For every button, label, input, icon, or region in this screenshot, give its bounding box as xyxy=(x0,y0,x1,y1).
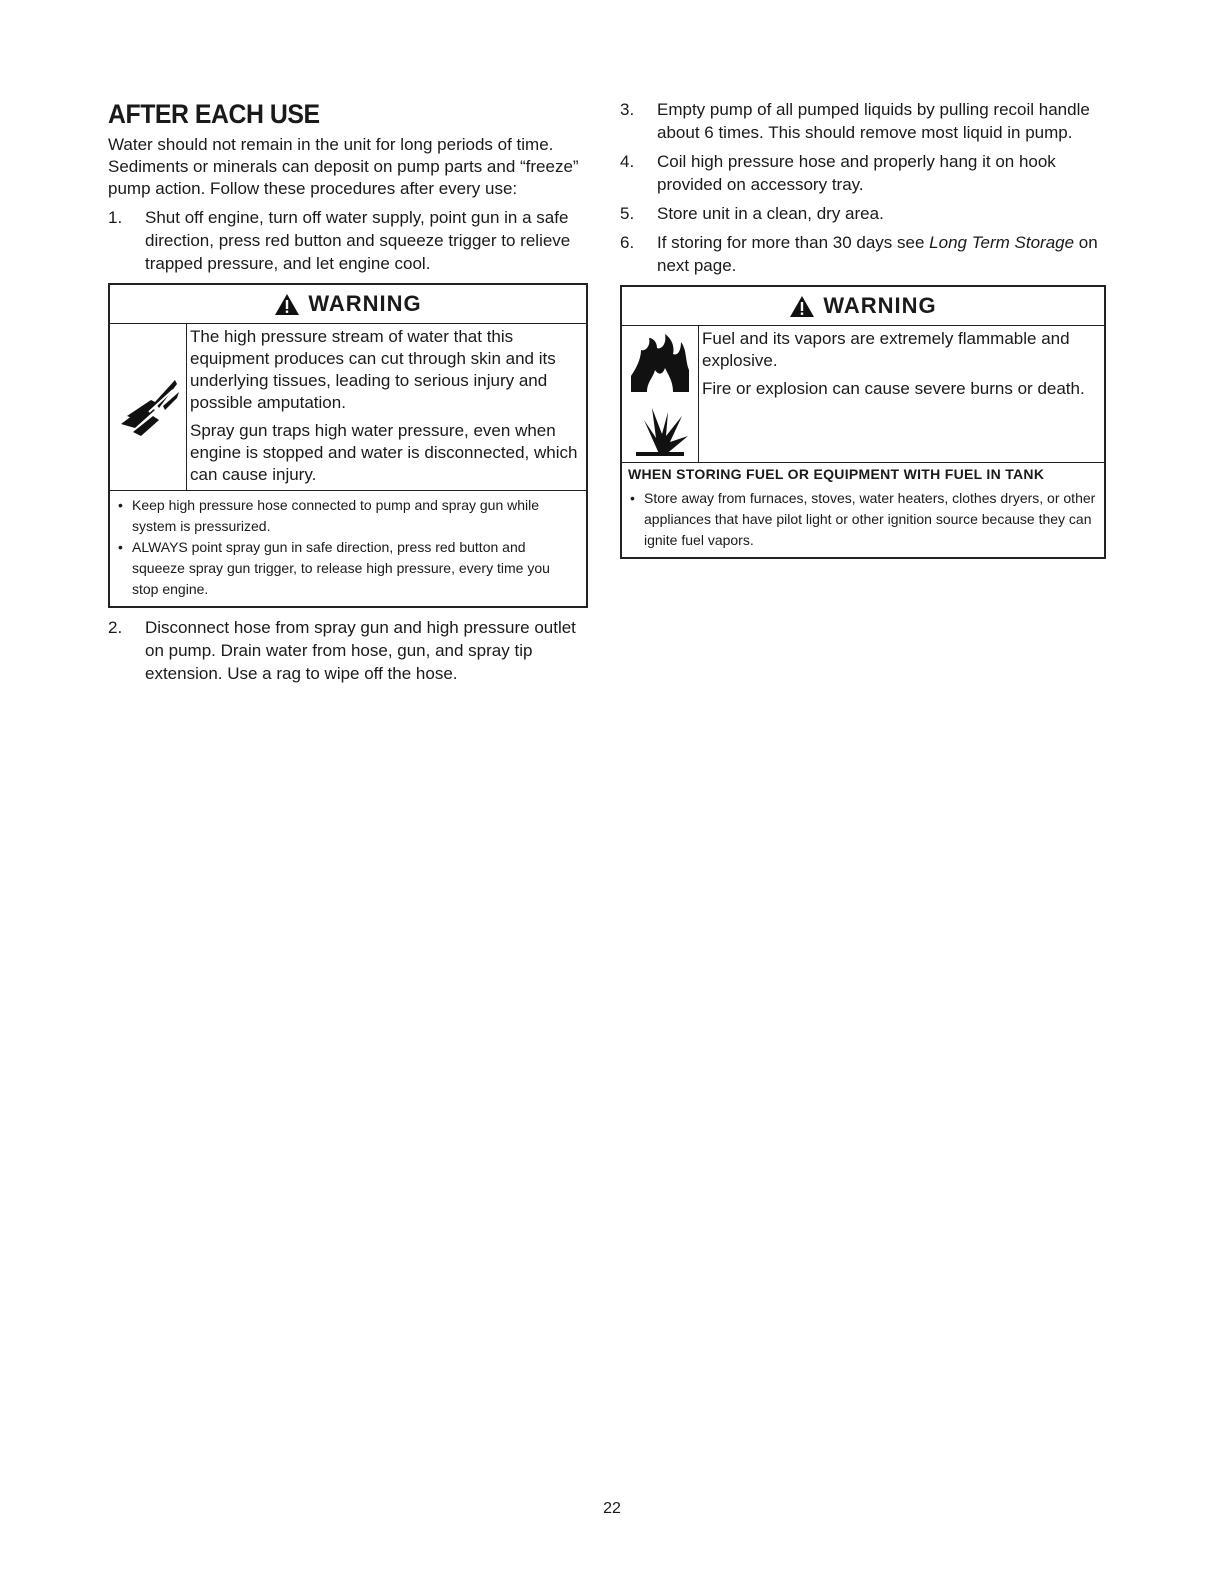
step-text: Empty pump of all pumped liquids by pulling recoil handle about 6 times. This should remove most liquid in pump. xyxy=(657,100,1090,142)
warning-texts xyxy=(187,324,586,490)
warning-pictogram xyxy=(622,326,699,462)
step-item xyxy=(620,150,1106,196)
warning-subheading: WHEN STORING FUEL OR EQUIPMENT WITH FUEL IN TANK xyxy=(628,466,1045,482)
intro-paragraph: Water should not remain in the unit for long periods of time. Sediments or minerals can deposit on pump parts and “freeze” pump action. Follow these procedures after every use: xyxy=(108,135,579,198)
explosion-icon xyxy=(630,402,690,458)
warning-header xyxy=(622,287,1104,326)
step-number: 1. xyxy=(108,208,123,227)
step-item xyxy=(620,231,1106,277)
step-text: Shut off engine, turn off water supply, point gun in a safe direction, press red button and squeeze trigger to relieve trapped pressure, and let engine cool. xyxy=(145,208,571,273)
step-number: 6. xyxy=(620,233,635,252)
warning-paragraph: Fuel and its vapors are extremely flammable and explosive. xyxy=(702,329,1070,370)
warning-title: WARNING xyxy=(823,293,937,318)
warning-bullet: • Store away from furnaces, stoves, water heaters, clothes dryers, or other appliances that have pilot light or other ignition source because they can ignite fuel vapors. xyxy=(628,488,1098,551)
warning-body xyxy=(110,324,586,491)
step-item xyxy=(108,206,588,275)
warning-paragraph: Fire or explosion can cause severe burns or death. xyxy=(702,379,1085,398)
warning-box-fuel xyxy=(620,285,1106,559)
steps-list-1 xyxy=(108,206,588,275)
step-text: Store unit in a clean, dry area. xyxy=(657,204,884,223)
step-item xyxy=(620,98,1106,144)
step-number: 2. xyxy=(108,618,123,637)
steps-list-2 xyxy=(108,616,588,685)
fire-icon xyxy=(627,330,693,396)
warning-body xyxy=(622,326,1104,463)
warning-triangle-icon xyxy=(789,295,815,318)
steps-list-3 xyxy=(620,98,1106,277)
step-number: 4. xyxy=(620,152,635,171)
warning-bullet: • Keep high pressure hose connected to pump and spray gun while system is pressurized. xyxy=(116,495,580,537)
step-text-prefix: If storing for more than 30 days see xyxy=(657,233,930,252)
step-number: 3. xyxy=(620,100,635,119)
page-number: 22 xyxy=(603,1500,621,1517)
step-text: Coil high pressure hose and properly hang it on hook provided on accessory tray. xyxy=(657,152,1056,194)
warning-bullet: • ALWAYS point spray gun in safe direction, press red button and squeeze spray gun trigger, to release high pressure, every time you stop engine. xyxy=(116,537,580,600)
long-term-storage-reference: Long Term Storage xyxy=(929,233,1075,252)
right-column xyxy=(620,98,1106,567)
warning-texts xyxy=(699,326,1104,462)
warning-bullets xyxy=(110,491,586,606)
warning-paragraph: The high pressure stream of water that this equipment produces can cut through skin and its underlying tissues, leading to serious injury and possible amputation. xyxy=(190,327,556,412)
step-text-suffix: on next page. xyxy=(657,233,1098,275)
cut-hazard-icon xyxy=(115,372,181,442)
step-item xyxy=(108,616,588,685)
left-column xyxy=(108,98,588,691)
step-text: Disconnect hose from spray gun and high pressure outlet on pump. Drain water from hose, gun, and spray tip extension. Use a rag to wipe off the hose. xyxy=(145,618,576,683)
warning-title: WARNING xyxy=(308,291,422,316)
step-item xyxy=(620,202,1106,225)
section-title: AFTER EACH USE xyxy=(108,99,320,129)
warning-header xyxy=(110,285,586,324)
step-number: 5. xyxy=(620,204,635,223)
warning-paragraph: Spray gun traps high water pressure, even when engine is stopped and water is disconnected, which can cause injury. xyxy=(190,421,578,484)
warning-pictogram xyxy=(110,324,187,490)
warning-bullets xyxy=(622,484,1104,557)
warning-box-pressure xyxy=(108,283,588,608)
warning-triangle-icon xyxy=(274,293,300,316)
